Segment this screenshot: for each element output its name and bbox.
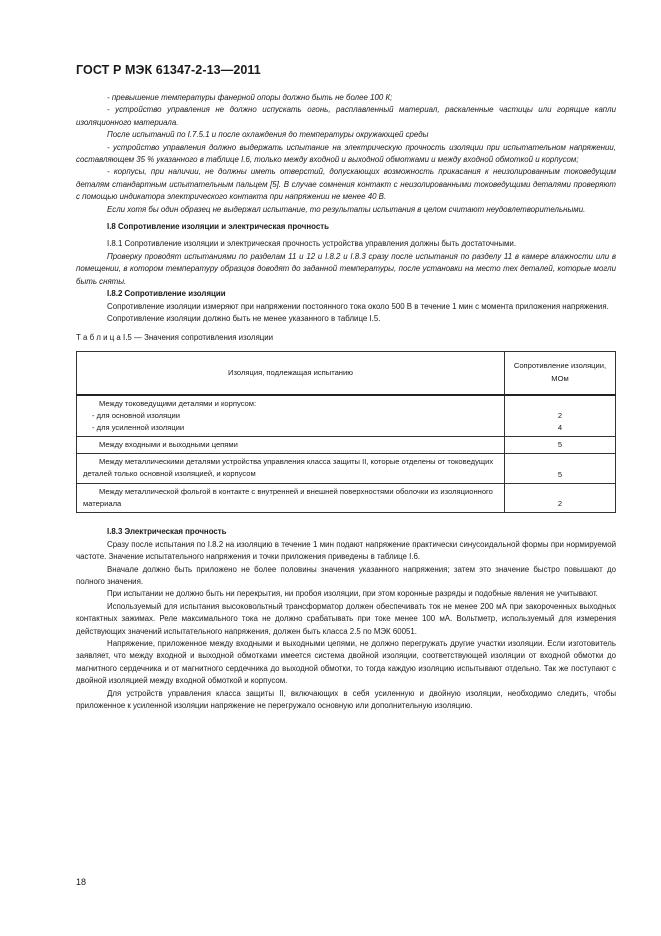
column-header-resistance: Сопротивление изоляции, МОм — [505, 351, 616, 395]
paragraph: I.8.1 Сопротивление изоляции и электрическая прочность устройства управления должны быть достаточными. — [107, 239, 517, 249]
value-text: 5 — [557, 469, 563, 479]
page-number: 18 — [76, 877, 87, 887]
paragraph: Для устройств управления класса защиты II, включающих в себя усиленную и двойную изоляции, необходимо следить, чтобы приложенное к усиленной изоляции напряжение не перегружало основную или дополнительную изоляцию. — [76, 688, 616, 711]
paragraph: Напряжение, приложенное между входными и выходными цепями, не должно перегружать другие участки изоляции. Если изготовитель заявляет, что между входной и выходной обмотками имеется система двойной изоляции, соответствующей изоляции от входной обмотки до магнитного сердечника и от магнитного сердечника до выходной обмотки, то тогда каждую изоляцию испытывают отдельно. Так же поступают с двойной изоляцией между входной обмоткой и корпусом. — [76, 639, 616, 686]
table-header-row — [77, 351, 616, 395]
table-row — [77, 453, 616, 483]
insulation-resistance-table — [76, 351, 616, 514]
page-body — [76, 92, 616, 712]
paragraph: - устройство управления должно выдержать испытание на электрическую прочность изоляции при испытательном напряжении, составляющем 35 % указанного в таблице I.6, только между входной и выходной обмотками и между входной обмоткой и корпусом; — [76, 142, 616, 165]
table-cell-insulation — [77, 453, 505, 483]
paragraph: Проверку проводят испытаниями по разделам 11 и 12 и I.8.2 и I.8.3 сразу после испытания по разделу 11 в камере влажности или в помещении, в котором температуру образцов доводят до заданной температуры, после установки на место тех деталей, которые могли быть сняты. — [76, 251, 616, 286]
table-cell-insulation — [77, 436, 505, 453]
paragraph: Вначале должно быть приложено не более половины значения указанного напряжения; затем это значение быстро повышают до полного значения. — [76, 564, 616, 586]
document-header: ГОСТ Р МЭК 61347-2-13—2011 — [76, 63, 261, 77]
value-text: 2 — [557, 499, 563, 509]
row-main-text: Между металлическими деталями устройства управления класса защиты II, которые отделены от токоведущих деталей только основной изоляцией, и корпусом — [83, 456, 494, 479]
table-cell-insulation — [77, 395, 505, 437]
table-cell-value — [505, 395, 616, 437]
paragraph: Используемый для испытания высоковольтный трансформатор должен обеспечивать ток не менее 200 мА при закороченных выходных контактных зажимах. Реле максимального тока не должно срабатывать при токе менее 100 мА. Вольтметр, используемый для измерения действующих значений испытательного напряжения, должен быть класса 2.5 по МЭК 60051. — [76, 601, 616, 636]
paragraph: - превышение температуры фанерной опоры должно быть не более 100 К; — [107, 93, 393, 102]
table-row — [77, 436, 616, 453]
section-heading-i83: I.8.3 Электрическая прочность — [107, 527, 227, 537]
row-sub-text: - для основной изоляции — [92, 410, 181, 420]
table-row — [77, 395, 616, 437]
table-caption — [76, 332, 616, 344]
paragraph: Сопротивление изоляции должно быть не менее указанного в таблице I.5. — [107, 313, 381, 323]
paragraph: Сразу после испытания по I.8.2 на изоляцию в течение 1 мин подают напряжение практически синусоидальной формы при нормируемой частоте. Значение испытательного напряжения и точки приложения приведены в таблице I.6. — [76, 539, 616, 562]
paragraph: Сопротивление изоляции измеряют при напряжении постоянного тока около 500 В в течение 1 мин с момента приложения напряжения. — [107, 301, 609, 311]
table-row — [77, 483, 616, 513]
paragraph: Если хотя бы один образец не выдержал испытание, то результаты испытания в целом считают неудовлетворительными. — [107, 204, 586, 214]
value-text: 2 — [557, 410, 563, 420]
table-cell-value — [505, 453, 616, 483]
table-cell-insulation — [77, 483, 505, 513]
section-heading-i8: I.8 Сопротивление изоляции и электрическая прочность — [107, 222, 329, 232]
row-main-text: Между входными и выходными цепями — [99, 439, 238, 449]
row-main-text: Между металлической фольгой в контакте с внутренней и внешней поверхностями оболочки из изоляционного материала — [83, 486, 493, 508]
row-sub-text: - для усиленной изоляции — [92, 422, 185, 432]
paragraph: - устройство управления не должно испускать огонь, расплавленный материал, раскаленные частицы или горящие капли изоляционного материала. — [76, 105, 616, 127]
value-text: 4 — [557, 422, 563, 432]
table-caption-text: I.5 — Значения сопротивления изоляции — [123, 333, 274, 343]
table-cell-value — [505, 436, 616, 453]
value-text: 5 — [557, 439, 563, 449]
column-header-insulation: Изоляция, подлежащая испытанию — [77, 351, 505, 395]
table-cell-value — [505, 483, 616, 513]
paragraph: После испытаний по I.7.5.1 и после охлаждения до температуры окружающей среды — [107, 130, 429, 140]
table-caption-prefix: Т а б л и ц а — [76, 333, 121, 343]
paragraph: При испытании не должно быть ни перекрытия, ни пробоя изоляции, при этом коронные разряды и подобные явления не учитывают. — [107, 589, 598, 599]
row-main-text: Между токоведущими деталями и корпусом: — [99, 398, 257, 408]
section-heading-i82: I.8.2 Сопротивление изоляции — [107, 289, 226, 299]
paragraph: - корпусы, при наличии, не должны иметь отверстий, допускающих возможность прикасания к неизолированным токоведущим деталям стандартным испытательным пальцем [5]. В случае сомнения контакт с неизолированными токоведущими деталями проверяют с помощью индикатора электрического контакта при напряжении не менее 40 В. — [76, 167, 616, 202]
